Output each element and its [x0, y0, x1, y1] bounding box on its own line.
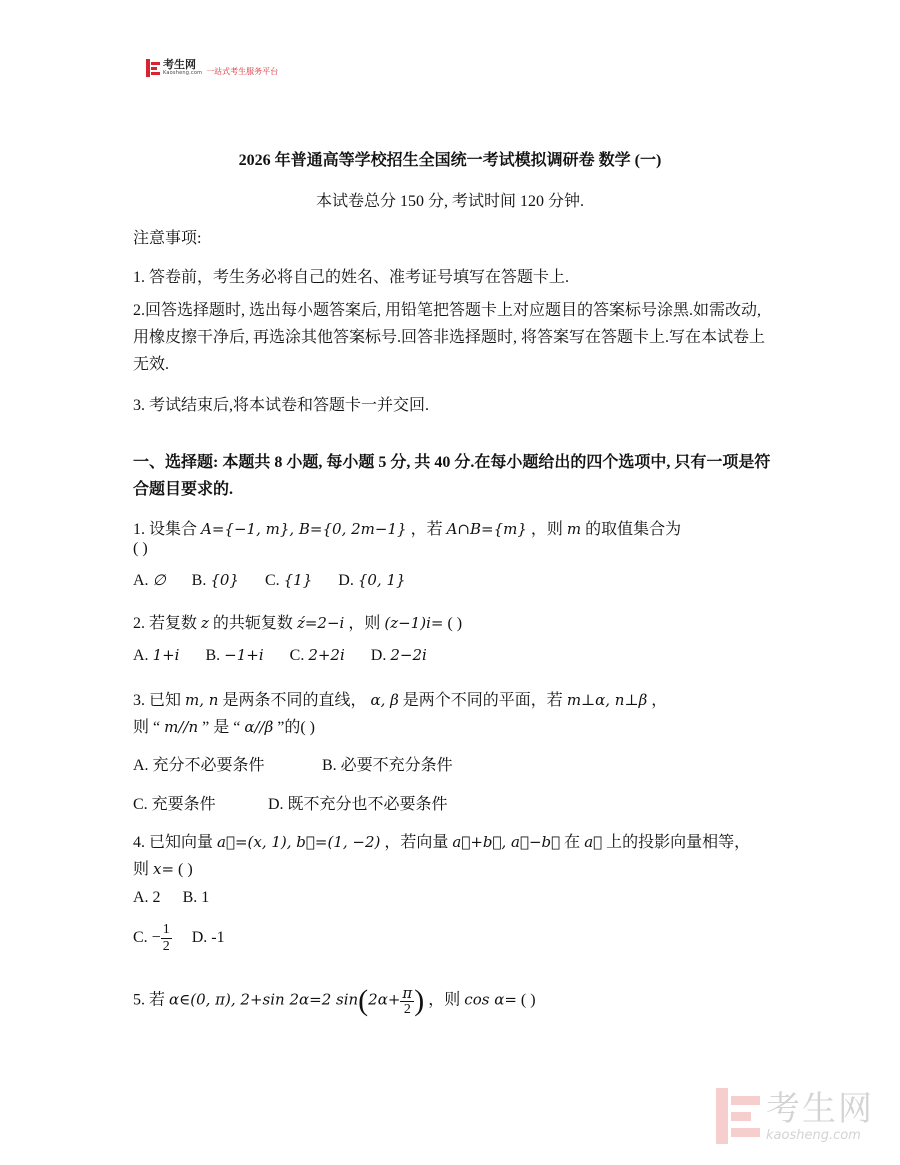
option-d: D. -1 — [191, 929, 225, 947]
math-expression: α//β — [244, 718, 274, 736]
section-heading: 一、选择题: 本题共 8 小题, 每小题 5 分, 共 40 分.在每小题给出的四个选项中, 只有一项是符合题目要求的. — [133, 454, 771, 498]
question-4-options-cd — [133, 922, 225, 955]
question-4-options-ab — [133, 889, 231, 907]
watermark-brand: 考生网 — [766, 1088, 874, 1129]
option-a: A. ∅ — [133, 571, 166, 589]
question-5: 5. 若 α∈(0, π), 2+sin 2α=2 sin(2α+ $\frac{\pi}{2}$ ) ，则 cos α= ( ) — [133, 983, 536, 1017]
question-4-cont: 则 x= ( ) — [133, 860, 193, 878]
option-a: A. 2 — [133, 889, 161, 906]
fraction: $\frac{1}{2}$ — [162, 922, 170, 954]
math-expression: m⊥α, n⊥β — [566, 691, 648, 709]
math-expression: a⃗ — [584, 833, 603, 851]
option-a: A. 1+i — [133, 646, 180, 664]
math-expression: (z−1)i= — [384, 614, 444, 632]
fraction: $\frac{\pi}{2}$ — [402, 983, 413, 1017]
logo-slogan: 一站式考生服务平台 — [206, 67, 279, 76]
watermark-domain: kaosheng.com — [766, 1127, 861, 1143]
option-c: C. − $\frac{1}{2}$ — [133, 922, 170, 954]
option-b: B. −1+i — [205, 646, 264, 664]
question-1-options — [133, 571, 428, 590]
question-1: 1. 设集合 A={−1, m}, B={0, 2m−1} ，若 A∩B={m} ，则 m 的取值集合为 — [133, 520, 682, 538]
math-expression: x= — [153, 860, 175, 878]
math-expression: m, n — [185, 691, 219, 709]
question-3: 3. 已知 m, n 是两条不同的直线， α, β 是两个不同的平面，若 m⊥α, n⊥β ， — [133, 691, 668, 709]
logo-domain: Kaosheng.com — [163, 70, 203, 76]
watermark — [716, 1088, 874, 1144]
math-expression: m//n — [164, 718, 199, 736]
note-item: 2.回答选择题时, 选出每小题答案后, 用铅笔把答题卡上对应题目的答案标号涂黑.如需改动, 用橡皮擦干净后, 再选涂其他答案标号.回答非选择题时, 将答案写在答题卡上.写在本试卷上无效. — [133, 302, 766, 373]
math-expression: z — [201, 614, 209, 632]
kaosheng-watermark-icon — [716, 1088, 760, 1144]
option-c: C. {1} — [264, 571, 313, 589]
option-c: C. 充要条件 — [133, 796, 216, 813]
question-2: 2. 若复数 z 的共轭复数 ź=2−i ，则 (z−1)i= ( ) — [133, 614, 463, 632]
answer-paren: ( ) — [133, 540, 148, 557]
note-item: 3. 考试结束后,将本试卷和答题卡一并交回. — [133, 397, 430, 414]
page-title: 2026 年普通高等学校招生全国统一考试模拟调研卷 数学 (一) — [238, 152, 662, 169]
math-expression: a⃗=(x, 1), b⃗=(1, −2) — [217, 833, 381, 851]
math-expression: A={−1, m}, B={0, 2m−1} — [201, 520, 407, 538]
math-expression: A∩B={m} — [446, 520, 527, 538]
math-expression: α, β — [370, 691, 399, 709]
question-4: 4. 已知向量 a⃗=(x, 1), b⃗=(1, −2) ，若向量 a⃗+b⃗, a⃗−b⃗ 在 a⃗ 上的投影向量相等， — [133, 833, 751, 851]
option-d: D. 2−2i — [370, 646, 427, 664]
option-a: A. 充分不必要条件 — [133, 757, 265, 774]
math-expression: ź=2−i — [296, 614, 345, 632]
option-b: B. 必要不充分条件 — [322, 757, 453, 774]
logo-brand: 考生网 — [163, 58, 196, 71]
note-item: 1. 答卷前，考生务必将自己的姓名、准考证号填写在答题卡上. — [133, 269, 570, 286]
header-logo — [146, 59, 278, 77]
math-expression: a⃗+b⃗, a⃗−b⃗ — [452, 833, 561, 851]
kaosheng-logo-icon — [146, 59, 160, 77]
math-expression: α∈(0, π), 2+sin 2α=2 sin — [169, 990, 359, 1009]
question-3-cont: 则 “ m//n ” 是 “ α//β ”的( ) — [133, 718, 316, 736]
notes-heading: 注意事项: — [133, 230, 202, 247]
option-d: D. {0, 1} — [338, 571, 406, 589]
question-2-options — [133, 646, 449, 665]
option-b: B. 1 — [182, 889, 210, 906]
option-c: C. 2+2i — [289, 646, 345, 664]
option-b: B. {0} — [191, 571, 239, 589]
exam-subtitle: 本试卷总分 150 分, 考试时间 120 分钟. — [315, 193, 584, 210]
math-expression: cos α= — [464, 990, 517, 1009]
math-expression: m — [566, 520, 582, 538]
option-d: D. 既不充分也不必要条件 — [268, 796, 448, 813]
